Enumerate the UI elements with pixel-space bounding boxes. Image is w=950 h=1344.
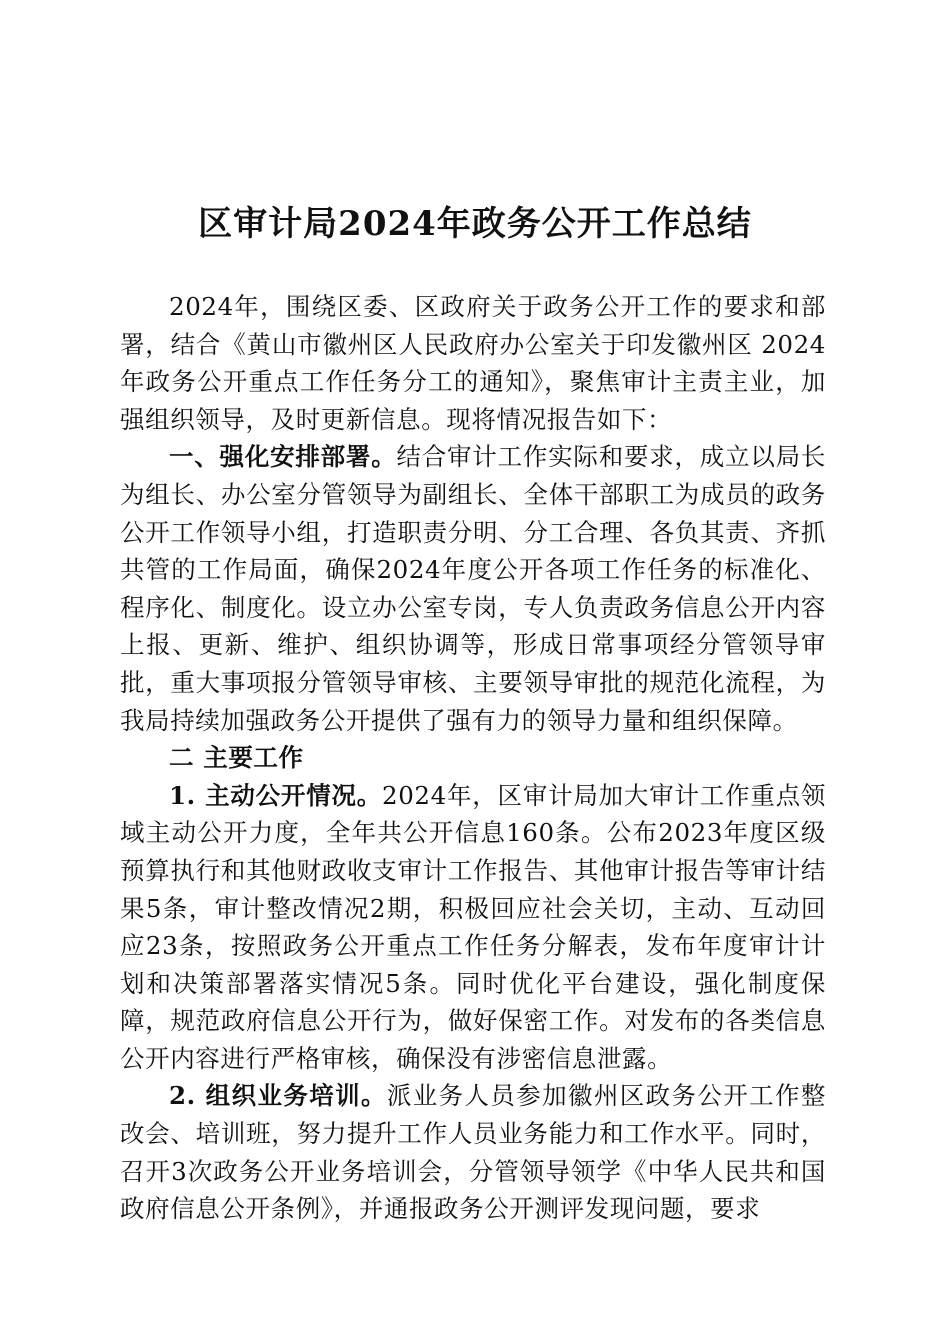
paragraph-intro-text: 2024年，围绕区委、区政府关于政务公开工作的要求和部署，结合《黄山市徽州区人民政府办公室关于印发徽州区 2024年政务公开重点工作任务分工的通知》，聚焦审计主责主业，加强组织领导，及时更新信息。现将情况报告如下： xyxy=(120,292,826,434)
item-1-heading: 1. 主动公开情况。 xyxy=(169,780,383,810)
section-1-heading: 一、强化安排部署。 xyxy=(169,442,397,472)
paragraph-intro xyxy=(120,288,826,438)
section-2-heading: 二 主要工作 xyxy=(169,743,304,773)
paragraph-section-2 xyxy=(120,739,826,777)
item-1-text: 2024年，区审计局加大审计工作重点领域主动公开力度，全年共公开信息160条。公布2023年度区级预算执行和其他财政收支审计工作报告、其他审计报告等审计结果5条，审计整改情况2期，积极回应社会关切，主动、互动回应23条，按照政务公开重点工作任务分解表，发布年度审计计划和决策部署落实情况5条。同时优化平台建设，强化制度保障，规范政府信息公开行为，做好保密工作。对发布的各类信息公开内容进行严格审核，确保没有涉密信息泄露。 xyxy=(120,780,826,1073)
section-1-text: 结合审计工作实际和要求，成立以局长为组长、办公室分管领导为副组长、全体干部职工为成员的政务公开工作领导小组，打造职责分明、分工合理、各负其责、齐抓共管的工作局面，确保2024年度公开各项工作任务的标准化、程序化、制度化。设立办公室专岗，专人负责政务信息公开内容上报、更新、维护、组织协调等，形成日常事项经分管领导审批，重大事项报分管领导审核、主要领导审批的规范化流程，为我局持续加强政务公开提供了强有力的领导力量和组织保障。 xyxy=(120,442,826,735)
paragraph-item-2 xyxy=(120,1077,826,1227)
document-body xyxy=(120,288,826,1228)
document-title: 区审计局2024年政务公开工作总结 xyxy=(198,204,752,244)
paragraph-item-1 xyxy=(120,777,826,1078)
item-2-text: 派业务人员参加徽州区政务公开工作整改会、培训班，努力提升工作人员业务能力和工作水平。同时，召开3次政务公开业务培训会，分管领导领学《中华人民共和国政府信息公开条例》，并通报政务公开测评发现问题，要求 xyxy=(120,1081,827,1224)
paragraph-section-1 xyxy=(120,438,826,739)
item-2-heading: 2. 组织业务培训。 xyxy=(169,1081,387,1111)
